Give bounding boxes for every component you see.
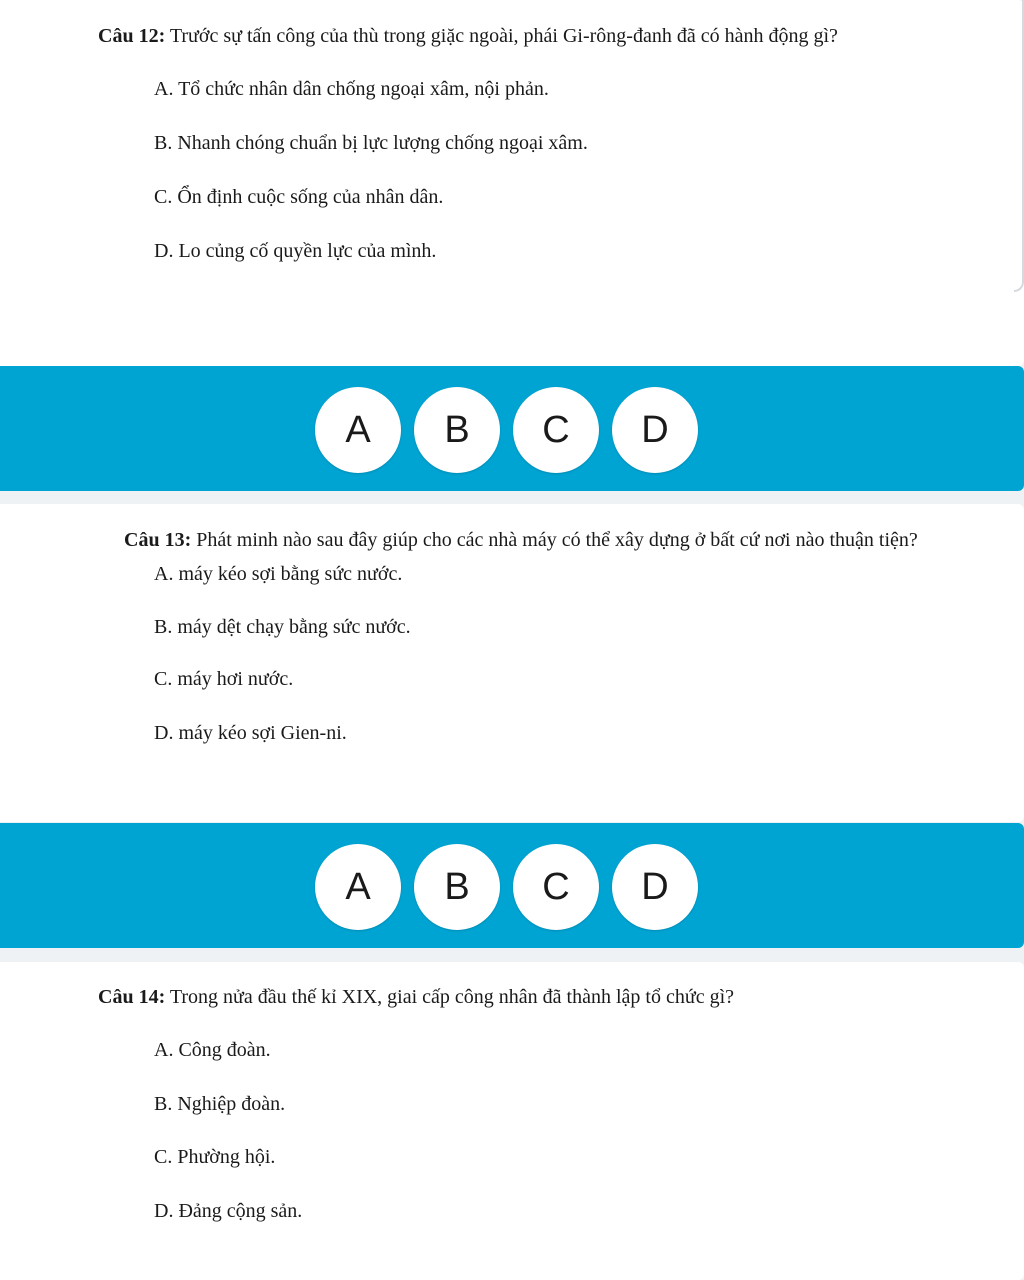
question-card-12 xyxy=(0,0,1024,366)
option-b: B. máy dệt chạy bằng sức nước. xyxy=(154,616,411,638)
answer-button-c[interactable]: C xyxy=(513,387,599,473)
question-text-12 xyxy=(98,23,838,49)
option-d: D. Lo củng cố quyền lực của mình. xyxy=(154,240,437,262)
question-body: Trước sự tấn công của thù trong giặc ngoài, phái Gi-rông-đanh đã có hành động gì? xyxy=(165,25,838,47)
question-body: Phát minh nào sau đây giúp cho các nhà máy có thể xây dựng ở bất cứ nơi nào thuận tiện? xyxy=(191,529,918,551)
option-d: D. máy kéo sợi Gien-ni. xyxy=(154,722,347,744)
answer-button-c[interactable]: C xyxy=(513,844,599,930)
option-c: C. Phường hội. xyxy=(154,1146,276,1168)
question-label: Câu 12: xyxy=(98,25,166,47)
answer-button-d[interactable]: D xyxy=(612,844,698,930)
option-b: B. Nghiệp đoàn. xyxy=(154,1093,286,1115)
option-a: A. Tổ chức nhân dân chống ngoại xâm, nội phản. xyxy=(154,78,549,100)
question-label: Câu 14: xyxy=(98,986,166,1008)
option-b: B. Nhanh chóng chuẩn bị lực lượng chống ngoại xâm. xyxy=(154,132,588,154)
answer-bar-12 xyxy=(0,366,1024,491)
answer-button-b[interactable]: B xyxy=(414,387,500,473)
question-label: Câu 13: xyxy=(124,529,192,551)
answer-button-d[interactable]: D xyxy=(612,387,698,473)
question-card-13 xyxy=(0,504,1024,822)
question-text-13 xyxy=(124,527,918,553)
option-a: A. máy kéo sợi bằng sức nước. xyxy=(154,563,403,585)
scrollbar-edge xyxy=(1014,0,1024,292)
option-c: C. Ổn định cuộc sống của nhân dân. xyxy=(154,186,444,208)
option-c: C. máy hơi nước. xyxy=(154,668,294,690)
answer-bar-13 xyxy=(0,823,1024,948)
question-card-14 xyxy=(0,962,1024,1280)
option-d: D. Đảng cộng sản. xyxy=(154,1200,303,1222)
question-body: Trong nửa đầu thế kỉ XIX, giai cấp công nhân đã thành lập tổ chức gì? xyxy=(165,986,735,1008)
answer-button-b[interactable]: B xyxy=(414,844,500,930)
question-text-14 xyxy=(98,984,734,1010)
option-a: A. Công đoàn. xyxy=(154,1039,271,1061)
answer-button-a[interactable]: A xyxy=(315,387,401,473)
answer-button-a[interactable]: A xyxy=(315,844,401,930)
